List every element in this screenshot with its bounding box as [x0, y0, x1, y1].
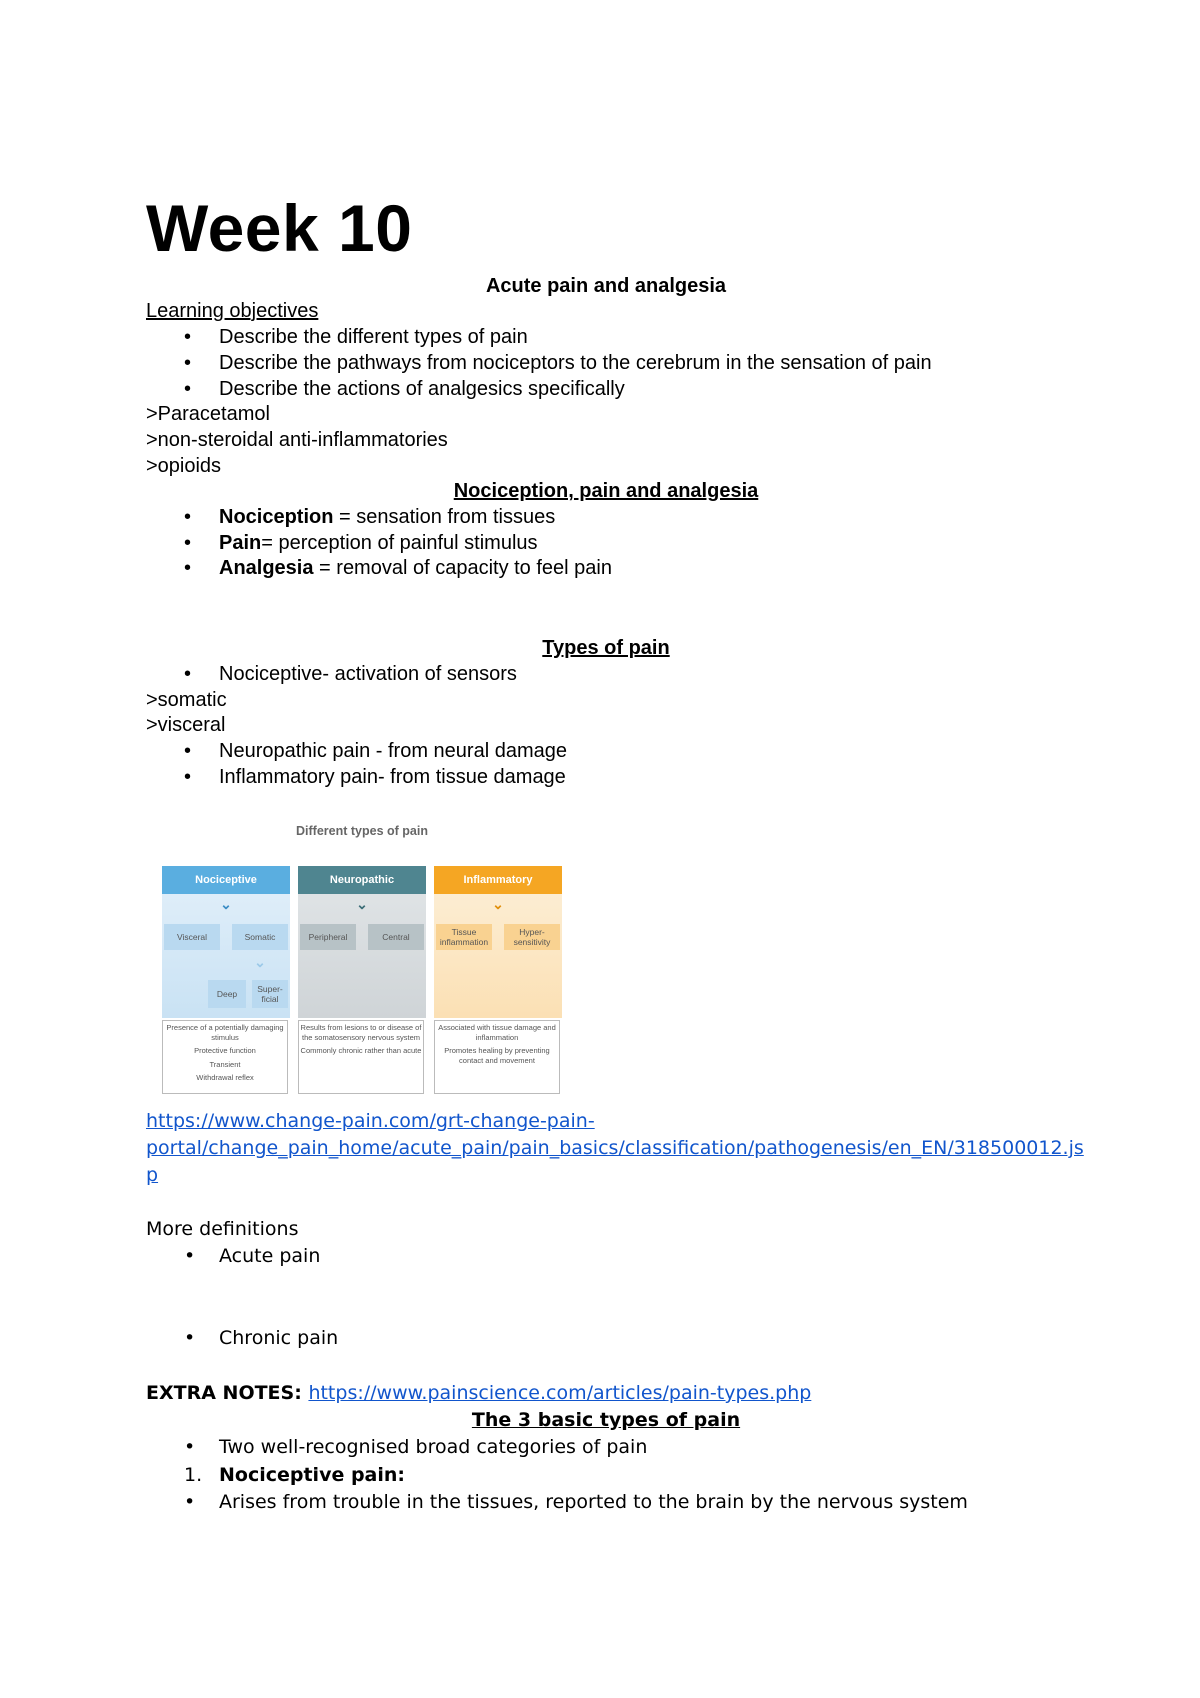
sub-item: >opioids [146, 455, 222, 477]
figure-sub-box: Central [368, 924, 424, 950]
section-heading-nociception: Nociception, pain and analgesia [453, 480, 759, 502]
source-link-line[interactable]: portal/change_pain_home/acute_pain/pain_basics/classification/pathogenesis/en_EN/318500012.js [146, 1137, 1084, 1159]
description-line: Commonly chronic rather than acute [300, 1046, 422, 1055]
sub-item: >somatic [146, 689, 227, 711]
figure-column-nociceptive [162, 866, 290, 1018]
figure-description [434, 1020, 560, 1094]
definition-text: = sensation from tissues [333, 506, 556, 528]
description-line: Protective function [194, 1046, 256, 1055]
chevron-down-icon: ⌄ [220, 896, 232, 912]
description-line: Withdrawal reflex [196, 1073, 254, 1082]
figure-sub-box: Tissue inflammation [436, 924, 492, 950]
description-line: Presence of a potentially damaging stimulus [166, 1023, 284, 1042]
definition-term: Nociception [219, 506, 334, 528]
description-line: Promotes healing by preventing contact and movement [444, 1046, 550, 1065]
figure-sub-box: Deep [208, 980, 246, 1008]
figure-sub-box: Somatic [232, 924, 288, 950]
figure-sub-box: Hyper-sensitivity [504, 924, 560, 950]
list-item: • Acute pain [146, 1245, 320, 1267]
extra-notes [146, 1382, 811, 1404]
definition-term: Pain [219, 532, 262, 554]
figure-description [162, 1020, 288, 1094]
definition-text: = perception of painful stimulus [261, 532, 538, 554]
definition-item [146, 505, 555, 529]
page-title: Week 10 [146, 191, 413, 265]
list-item: • Describe the pathways from nociceptors to the cerebrum in the sensation of pain [146, 351, 932, 375]
list-item: • Inflammatory pain- from tissue damage [146, 765, 566, 789]
description-line: Transient [209, 1059, 241, 1069]
learning-objectives-heading: Learning objectives [146, 300, 319, 322]
definition-item [146, 531, 538, 555]
column-header: Neuropathic [298, 866, 426, 894]
list-item: • Nociceptive- activation of sensors [146, 662, 517, 686]
sub-item: >Paracetamol [146, 403, 270, 425]
chevron-down-icon: ⌄ [492, 896, 504, 912]
definition-text: = removal of capacity to feel pain [313, 557, 612, 579]
figure-sub-box: Visceral [164, 924, 220, 950]
extra-notes-label: EXTRA NOTES: [146, 1382, 309, 1404]
list-item: • Chronic pain [146, 1327, 338, 1349]
source-link-line[interactable]: p [146, 1164, 159, 1186]
definition-term: Analgesia [219, 557, 314, 579]
source-link-line[interactable]: https://www.change-pain.com/grt-change-pain- [146, 1110, 595, 1132]
description-line: Results from lesions to or disease of the somatosensory nervous system [300, 1023, 422, 1042]
figure-sub-box: Super- ficial [252, 980, 288, 1008]
more-definitions-heading: More definitions [146, 1218, 299, 1240]
extra-notes-link[interactable]: https://www.painscience.com/articles/pain-types.php [308, 1382, 812, 1404]
numbered-marker: 1. [184, 1464, 203, 1486]
list-item: • Two well-recognised broad categories of pain [146, 1436, 647, 1458]
figure-column-neuropathic [298, 866, 426, 1018]
numbered-item: Nociceptive pain: [219, 1464, 406, 1486]
list-item: • Arises from trouble in the tissues, reported to the brain by the nervous system [146, 1491, 968, 1513]
definition-item [146, 556, 612, 580]
section-heading-basic-types: The 3 basic types of pain [471, 1409, 741, 1431]
description-line: Associated with tissue damage and inflammation [438, 1023, 556, 1042]
chevron-down-icon: ⌄ [356, 896, 368, 912]
list-item: • Describe the actions of analgesics specifically [146, 377, 625, 401]
section-heading-types: Types of pain [542, 637, 670, 659]
column-header: Inflammatory [434, 866, 562, 894]
pain-types-figure [156, 820, 576, 1094]
figure-column-inflammatory [434, 866, 562, 1018]
list-item: • Neuropathic pain - from neural damage [146, 739, 567, 763]
sub-item: >non-steroidal anti-inflammatories [146, 429, 448, 451]
source-link[interactable] [146, 1108, 1084, 1189]
sub-item: >visceral [146, 714, 226, 736]
list-item: • Describe the different types of pain [146, 325, 528, 349]
column-header: Nociceptive [162, 866, 290, 894]
figure-title: Different types of pain [296, 824, 428, 838]
chevron-down-icon: ⌄ [254, 954, 266, 970]
figure-sub-box: Peripheral [300, 924, 356, 950]
subtitle: Acute pain and analgesia [485, 275, 727, 297]
figure-description [298, 1020, 424, 1094]
